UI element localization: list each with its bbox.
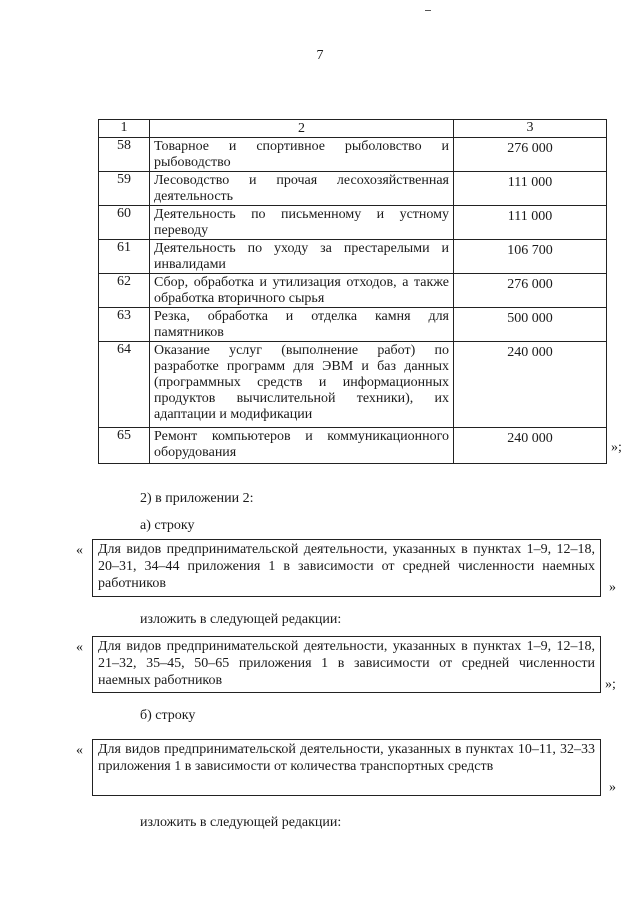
row-activity: Резка, обработка и отделка камня для памятников bbox=[150, 308, 454, 342]
row-activity: Лесоводство и прочая лесохозяйственная деятельность bbox=[150, 172, 454, 206]
row-activity: Оказание услуг (выполнение работ) по разработке программ для ЭВМ и баз данных (программных средств и информационных продуктов вычислительной техники), их адаптации и модификации bbox=[150, 342, 454, 428]
row-value: 111 000 bbox=[454, 172, 607, 206]
table-row bbox=[99, 274, 607, 308]
statement-new-edition-2: изложить в следующей редакции: bbox=[140, 815, 342, 830]
row-number: 59 bbox=[99, 172, 150, 206]
table-row bbox=[99, 428, 607, 464]
row-number: 64 bbox=[99, 342, 150, 428]
table-row bbox=[99, 172, 607, 206]
box-b-old: Для видов предпринимательской деятельности, указанных в пунктах 10–11, 32–33 приложения 1 в зависимости от количества транспортных средств bbox=[92, 739, 601, 796]
table-closing-quote: »; bbox=[611, 440, 622, 455]
row-number: 65 bbox=[99, 428, 150, 464]
row-number: 61 bbox=[99, 240, 150, 274]
row-number: 58 bbox=[99, 138, 150, 172]
box-a-old: Для видов предпринимательской деятельности, указанных в пунктах 1–9, 12–18, 20–31, 34–44 приложения 1 в зависимости от средней численности наемных работников bbox=[92, 539, 601, 597]
row-activity: Деятельность по письменному и устному переводу bbox=[150, 206, 454, 240]
box-a-new: Для видов предпринимательской деятельности, указанных в пунктах 1–9, 12–18, 21–32, 35–45, 50–65 приложения 1 в зависимости от средней численности наемных работников bbox=[92, 636, 601, 693]
box-b-old-close-quote: » bbox=[609, 780, 616, 795]
row-activity: Сбор, обработка и утилизация отходов, а также обработка вторичного сырья bbox=[150, 274, 454, 308]
table-row bbox=[99, 240, 607, 274]
table-row bbox=[99, 138, 607, 172]
row-activity: Ремонт компьютеров и коммуникационного оборудования bbox=[150, 428, 454, 464]
row-value: 276 000 bbox=[454, 138, 607, 172]
page-number: 7 bbox=[316, 48, 324, 63]
row-number: 62 bbox=[99, 274, 150, 308]
table-header-row bbox=[99, 120, 607, 138]
row-value: 240 000 bbox=[454, 428, 607, 464]
row-activity: Деятельность по уходу за престарелыми и инвалидами bbox=[150, 240, 454, 274]
activities-table bbox=[98, 119, 607, 464]
header-col-2: 2 bbox=[150, 120, 454, 138]
statement-new-edition-1: изложить в следующей редакции: bbox=[140, 612, 342, 627]
table-row bbox=[99, 342, 607, 428]
row-number: 60 bbox=[99, 206, 150, 240]
row-value: 276 000 bbox=[454, 274, 607, 308]
item-b-heading: б) строку bbox=[140, 708, 196, 723]
row-value: 500 000 bbox=[454, 308, 607, 342]
table-row bbox=[99, 308, 607, 342]
scan-mark bbox=[425, 10, 431, 11]
box-a-new-close-quote: »; bbox=[605, 677, 616, 692]
item-a-heading: а) строку bbox=[140, 518, 195, 533]
row-activity: Товарное и спортивное рыболовство и рыбоводство bbox=[150, 138, 454, 172]
header-col-3: 3 bbox=[454, 120, 607, 138]
section-2-heading: 2) в приложении 2: bbox=[140, 491, 254, 506]
header-col-1: 1 bbox=[99, 120, 150, 138]
row-number: 63 bbox=[99, 308, 150, 342]
box-a-old-open-quote: « bbox=[76, 543, 83, 558]
row-value: 111 000 bbox=[454, 206, 607, 240]
row-value: 240 000 bbox=[454, 342, 607, 428]
box-a-old-close-quote: » bbox=[609, 580, 616, 595]
table-row bbox=[99, 206, 607, 240]
box-a-new-open-quote: « bbox=[76, 640, 83, 655]
row-value: 106 700 bbox=[454, 240, 607, 274]
box-b-old-open-quote: « bbox=[76, 743, 83, 758]
